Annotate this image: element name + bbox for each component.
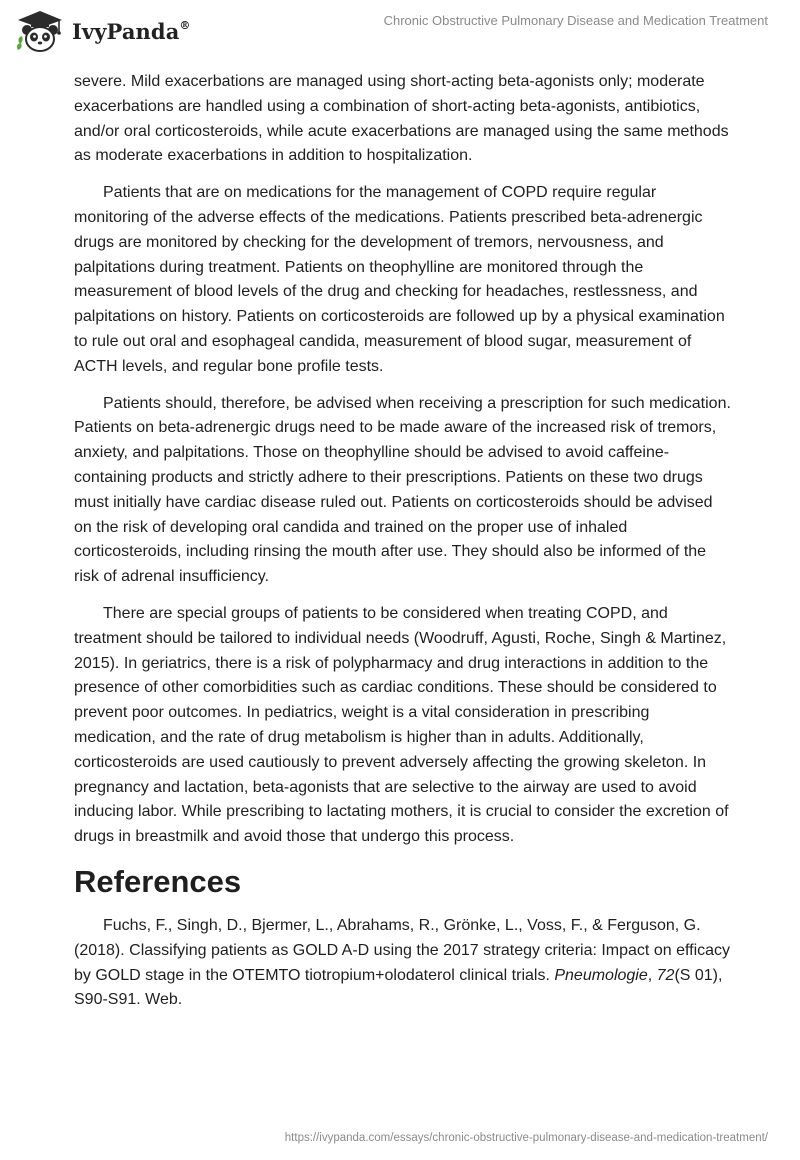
references-heading: References [74, 863, 242, 899]
panda-graduate-icon [14, 8, 66, 54]
page-header [0, 0, 800, 60]
body-paragraph: Patients should, therefore, be advised when receiving a prescription for such medication. Patients on beta-adrenergic drugs need to be made aware of the increased risk of tremors, anxiety, and palpitations. Those on theophylline should be advised to avoid caffeine-containing products and strictly adhere to their prescriptions. Patients on these two drugs must initially have cardiac disease ruled out. Patients on corticosteroids should be advised on the risk of developing oral candida and trained on the proper use of inhaled corticosteroids, including rinsing the mouth after use. They should also be informed of the risk of adrenal insufficiency. [74, 394, 731, 586]
document-title: Chronic Obstructive Pulmonary Disease and Medication Treatment [383, 13, 768, 28]
reference-journal: Pneumologie [554, 966, 648, 984]
ivypanda-logo[interactable] [14, 8, 191, 54]
reference-pages: (S 01), S90-S91. Web. [74, 966, 723, 1009]
reference-entry [74, 914, 734, 1013]
essay-content [74, 70, 734, 1013]
reference-volume: 72 [656, 966, 675, 984]
reference-separator: , [647, 966, 657, 984]
body-paragraph: Patients that are on medications for the management of COPD require regular monitoring of the adverse effects of the medications. Patients prescribed beta-adrenergic drugs are monitored by checking for the development of tremors, nervousness, and palpitations during treatment. Patients on theophylline are monitored through the measurement of blood levels of the drug and checking for headaches, restlessness, and palpitations on history. Patients on corticosteroids are followed up by a physical examination to rule out oral and esophageal candida, measurement of blood sugar, measurement of ACTH levels, and regular bone profile tests. [74, 184, 725, 375]
body-paragraph: severe. Mild exacerbations are managed using short-acting beta-agonists only; moderate exacerbations are handled using a combination of short-acting beta-agonists, antibiotics, and/or oral corticosteroids, while acute exacerbations are managed using the same methods as moderate exacerbations in addition to hospitalization. [74, 73, 729, 165]
reference-text: Fuchs, F., Singh, D., Bjermer, L., Abrahams, R., Grönke, L., Voss, F., & Ferguson, G. (2018). Classifying patients as GOLD A-D using the 2017 strategy criteria: Impact on efficacy by GOLD stage in the OTEMTO tiotropium+olodaterol clinical trials. [74, 916, 731, 984]
source-url[interactable]: https://ivypanda.com/essays/chronic-obstructive-pulmonary-disease-and-medication-treatment/ [284, 1132, 768, 1144]
brand-name: IvyPanda® [72, 18, 191, 44]
body-paragraph: There are special groups of patients to be considered when treating COPD, and treatment should be tailored to individual needs (Woodruff, Agusti, Roche, Singh & Martinez, 2015). In geriatrics, there is a risk of polypharmacy and drug interactions in addition to the presence of other comorbidities such as cardiac conditions. These should be considered to prevent poor outcomes. In pediatrics, weight is a vital consideration in prescribing medication, and the rate of drug metabolism is higher than in adults. Additionally, corticosteroids are used cautiously to prevent adversely affecting the growing skeleton. In pregnancy and lactation, beta-agonists that are selective to the airway are used to avoid inducing labor. While prescribing to lactating mothers, it is crucial to consider the excretion of drugs in breastmilk and avoid those that undergo this process. [74, 604, 729, 846]
